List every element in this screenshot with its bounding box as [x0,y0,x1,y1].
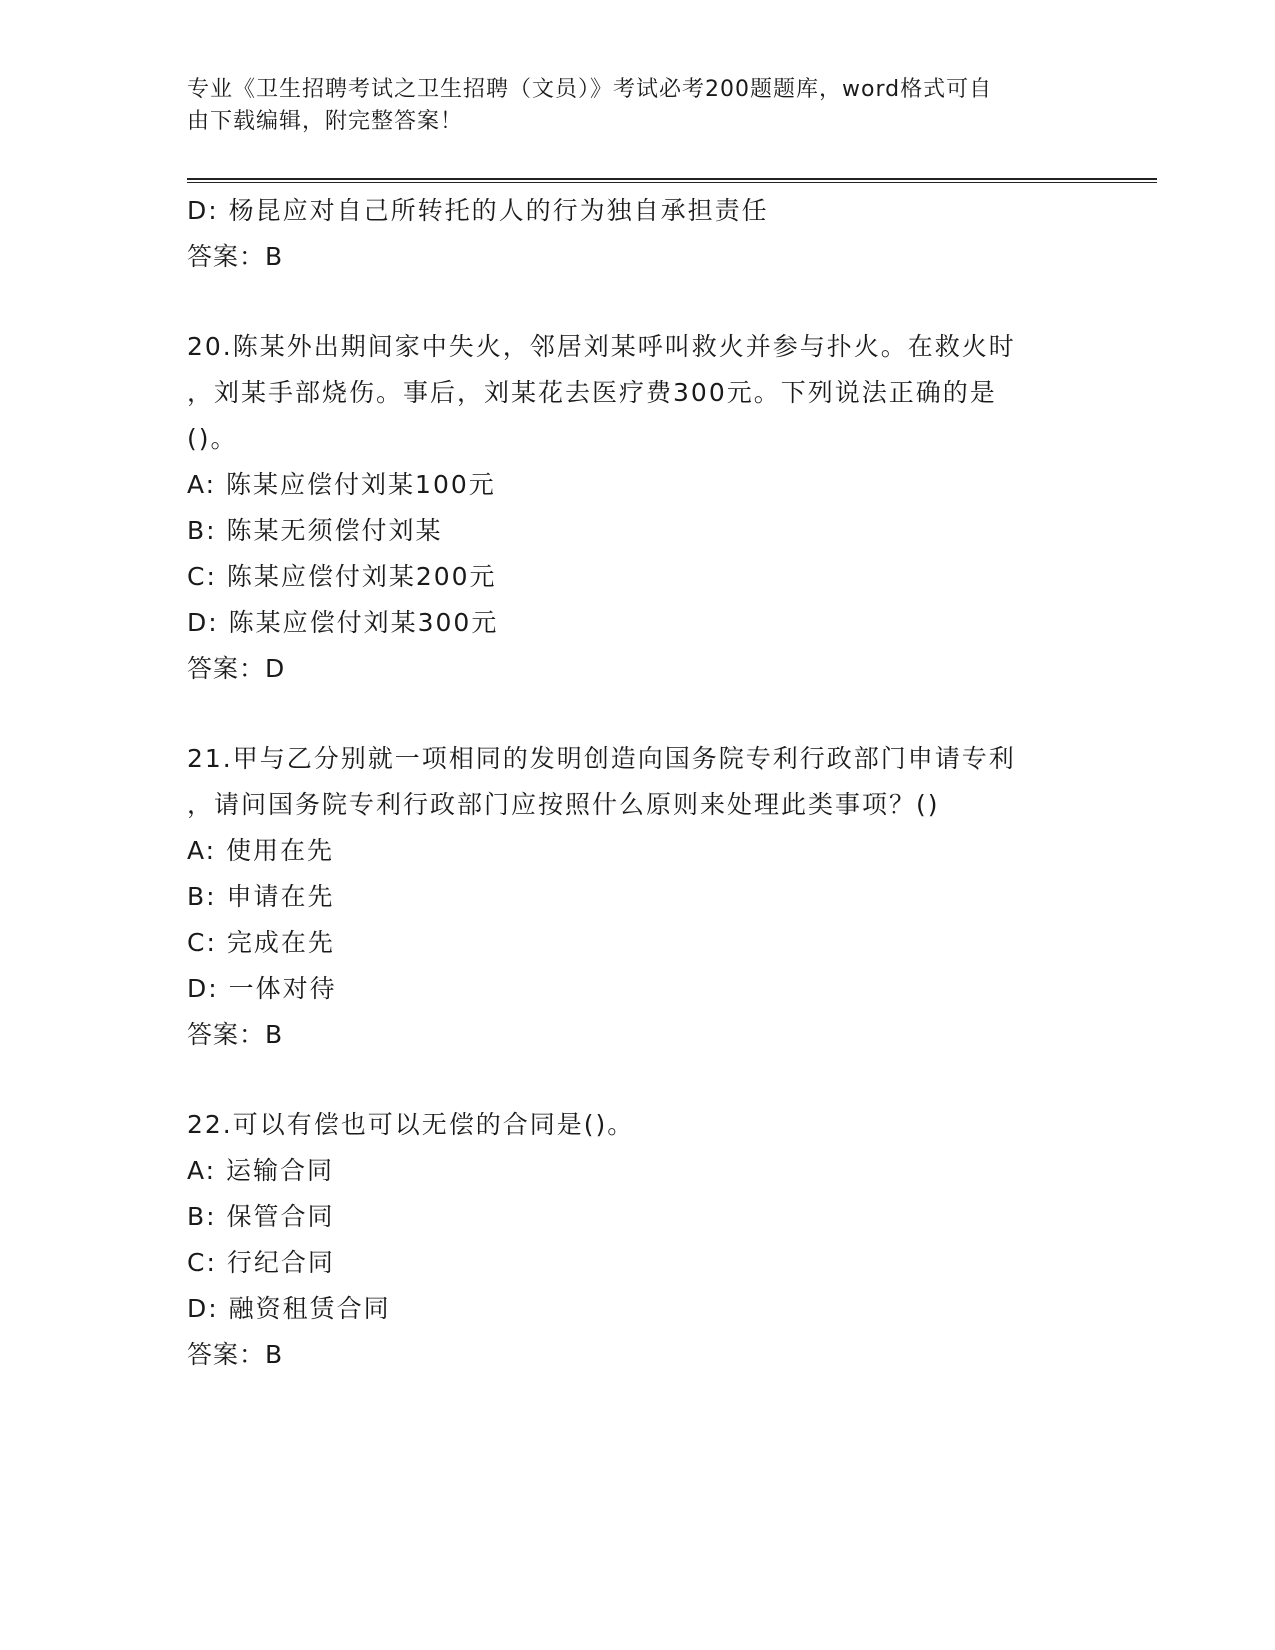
option-c: C: 陈某应偿付刘某200元 [187,562,497,591]
question-stem-line: ()。 [187,424,238,453]
option-b: B: 保管合同 [187,1202,335,1231]
option-a: A: 使用在先 [187,836,335,865]
answer-line: 答案：B [187,1020,284,1049]
option-b: B: 申请在先 [187,882,335,911]
question-22 [187,1102,1087,1378]
option-c: C: 行纪合同 [187,1248,335,1277]
option-b: B: 陈某无须偿付刘某 [187,516,443,545]
option-d: D: 一体对待 [187,974,337,1003]
document-header [187,74,1067,138]
question-stem-line: 22.可以有偿也可以无偿的合同是()。 [187,1110,635,1139]
option-a: A: 运输合同 [187,1156,335,1185]
option-a: A: 陈某应偿付刘某100元 [187,470,496,499]
answer-line: 答案：B [187,242,284,271]
question-stem-line: 21.甲与乙分别就一项相同的发明创造向国务院专利行政部门申请专利 [187,744,1016,773]
question-stem-line: ，刘某手部烧伤。事后，刘某花去医疗费300元。下列说法正确的是 [187,378,997,407]
header-divider-thick [187,178,1157,180]
question-21 [187,736,1087,1058]
question-20 [187,324,1087,692]
question-stem-line: ，请问国务院专利行政部门应按照什么原则来处理此类事项？() [187,790,940,819]
option-c: C: 完成在先 [187,928,335,957]
header-line-2: 由下载编辑，附完整答案！ [187,109,464,134]
header-line-1: 专业《卫生招聘考试之卫生招聘（文员）》考试必考200题题库，word格式可自 [187,77,993,102]
previous-question-tail [187,188,1087,280]
option-d: D: 融资租赁合同 [187,1294,391,1323]
document-content [187,188,1087,1378]
header-divider-thin [187,182,1157,183]
option-d: D: 杨昆应对自己所转托的人的行为独自承担责任 [187,196,769,225]
option-d: D: 陈某应偿付刘某300元 [187,608,499,637]
question-stem-line: 20.陈某外出期间家中失火，邻居刘某呼叫救火并参与扑火。在救火时 [187,332,1016,361]
answer-line: 答案：B [187,1340,284,1369]
answer-line: 答案：D [187,654,286,683]
